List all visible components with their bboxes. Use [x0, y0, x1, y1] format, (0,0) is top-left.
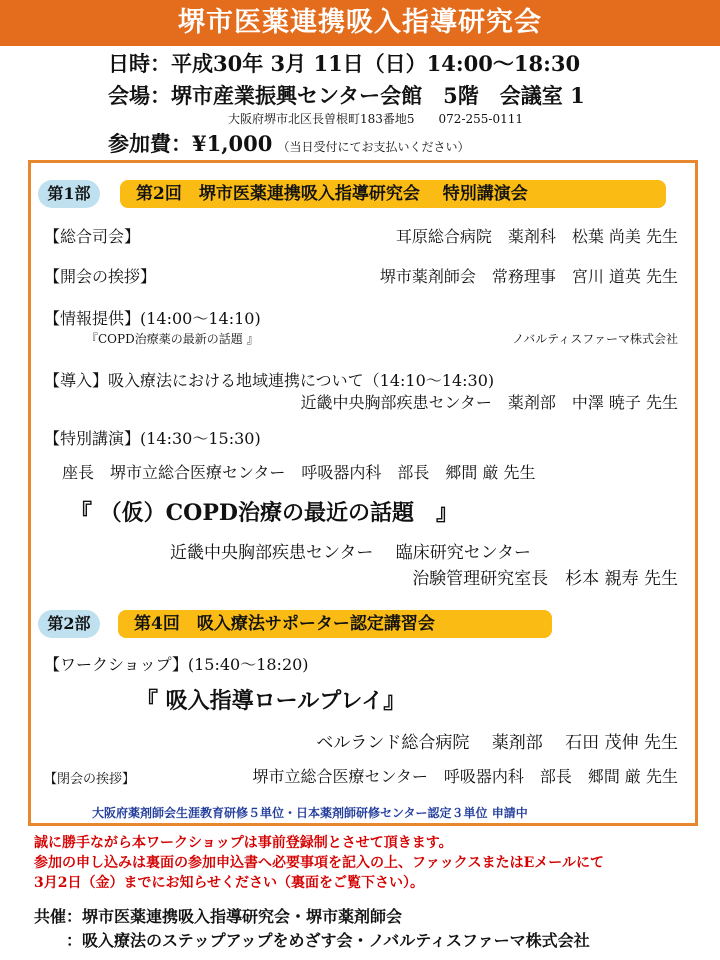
closing-person: 堺市立総合医療センター 呼吸器内科 部長 郷間 厳 先生 — [252, 767, 678, 786]
fee-line — [108, 128, 469, 158]
mc-person: 耳原総合病院 薬剤科 松葉 尚美 先生 — [395, 227, 678, 246]
info-provision-topic: 『COPD治療薬の最新の話題 』 — [86, 332, 259, 346]
workshop-title: 『 吸入指導ロールプレイ』 — [136, 688, 406, 714]
event-date: 日時：平成30年 3月 11日（日）14:00～18:30 — [108, 51, 581, 76]
special-lecture-label: 【特別講演】(14:30～15:30) — [44, 429, 261, 448]
program-frame — [28, 160, 698, 826]
opening-label: 【開会の挨拶】 — [44, 267, 157, 286]
notice-line-2: 参加の申し込みは裏面の参加申込書へ必要事項を記入の上、ファックスまたはEメールにて — [34, 855, 604, 871]
venue-address: 大阪府堺市北区長曽根町183番地5 072-255-0111 — [228, 112, 523, 126]
info-provision-label: 【情報提供】(14:00～14:10) — [44, 309, 261, 328]
notice-line-3: 3月2日（金）までにお知らせください（裏面をご覧下さい）。 — [34, 875, 425, 891]
page-title: 堺市医薬連携吸入指導研究会 — [0, 0, 720, 46]
fee-note: （当日受付にてお支払いください） — [277, 140, 470, 154]
workshop-person: ベルランド総合病院 薬剤部 石田 茂伸 先生 — [316, 733, 678, 753]
speaker-affiliation: 近畿中央胸部疾患センター 臨床研究センター — [170, 543, 532, 563]
part2-pill: 第2部 — [38, 610, 100, 638]
part2-title-bar: 第4回 吸入療法サポーター認定講習会 — [118, 610, 552, 638]
credit-note: 大阪府薬剤師会生涯教育研修５単位・日本薬剤師研修センター認定３単位 申請中 — [92, 806, 528, 820]
sponsor-line-1: 共催：堺市医薬連携吸入指導研究会・堺市薬剤師会 — [34, 907, 403, 926]
sponsor-line-2: ：吸入療法のステップアップをめざす会・ノバルティスファーマ株式会社 — [34, 931, 590, 950]
chair-line: 座長 堺市立総合医療センター 呼吸器内科 部長 郷間 厳 先生 — [62, 463, 536, 482]
intro-label: 【導入】吸入療法における地域連携について（14:10～14:30) — [44, 371, 495, 390]
info-provision-company: ノバルティスファーマ株式会社 — [512, 332, 678, 346]
part1-title-bar: 第2回 堺市医薬連携吸入指導研究会 特別講演会 — [120, 180, 666, 208]
mc-label: 【総合司会】 — [44, 227, 141, 246]
event-venue: 会場：堺市産業振興センター会館 5階 会議室 1 — [108, 83, 585, 108]
closing-label: 【閉会の挨拶】 — [44, 772, 136, 787]
part1-pill: 第1部 — [38, 180, 100, 208]
lecture-title: 『 （仮）COPD治療の最近の話題 』 — [70, 500, 458, 526]
opening-person: 堺市薬剤師会 常務理事 宮川 道英 先生 — [379, 267, 678, 286]
notice-line-1: 誠に勝手ながら本ワークショップは事前登録制とさせて頂きます。 — [34, 835, 453, 851]
workshop-label: 【ワークショップ】(15:40～18:20) — [44, 655, 309, 674]
fee-label: 参加費：¥1,000 — [108, 131, 273, 156]
intro-person: 近畿中央胸部疾患センター 薬剤部 中澤 暁子 先生 — [300, 393, 678, 412]
speaker-name: 治験管理研究室長 杉本 親寿 先生 — [412, 569, 678, 589]
